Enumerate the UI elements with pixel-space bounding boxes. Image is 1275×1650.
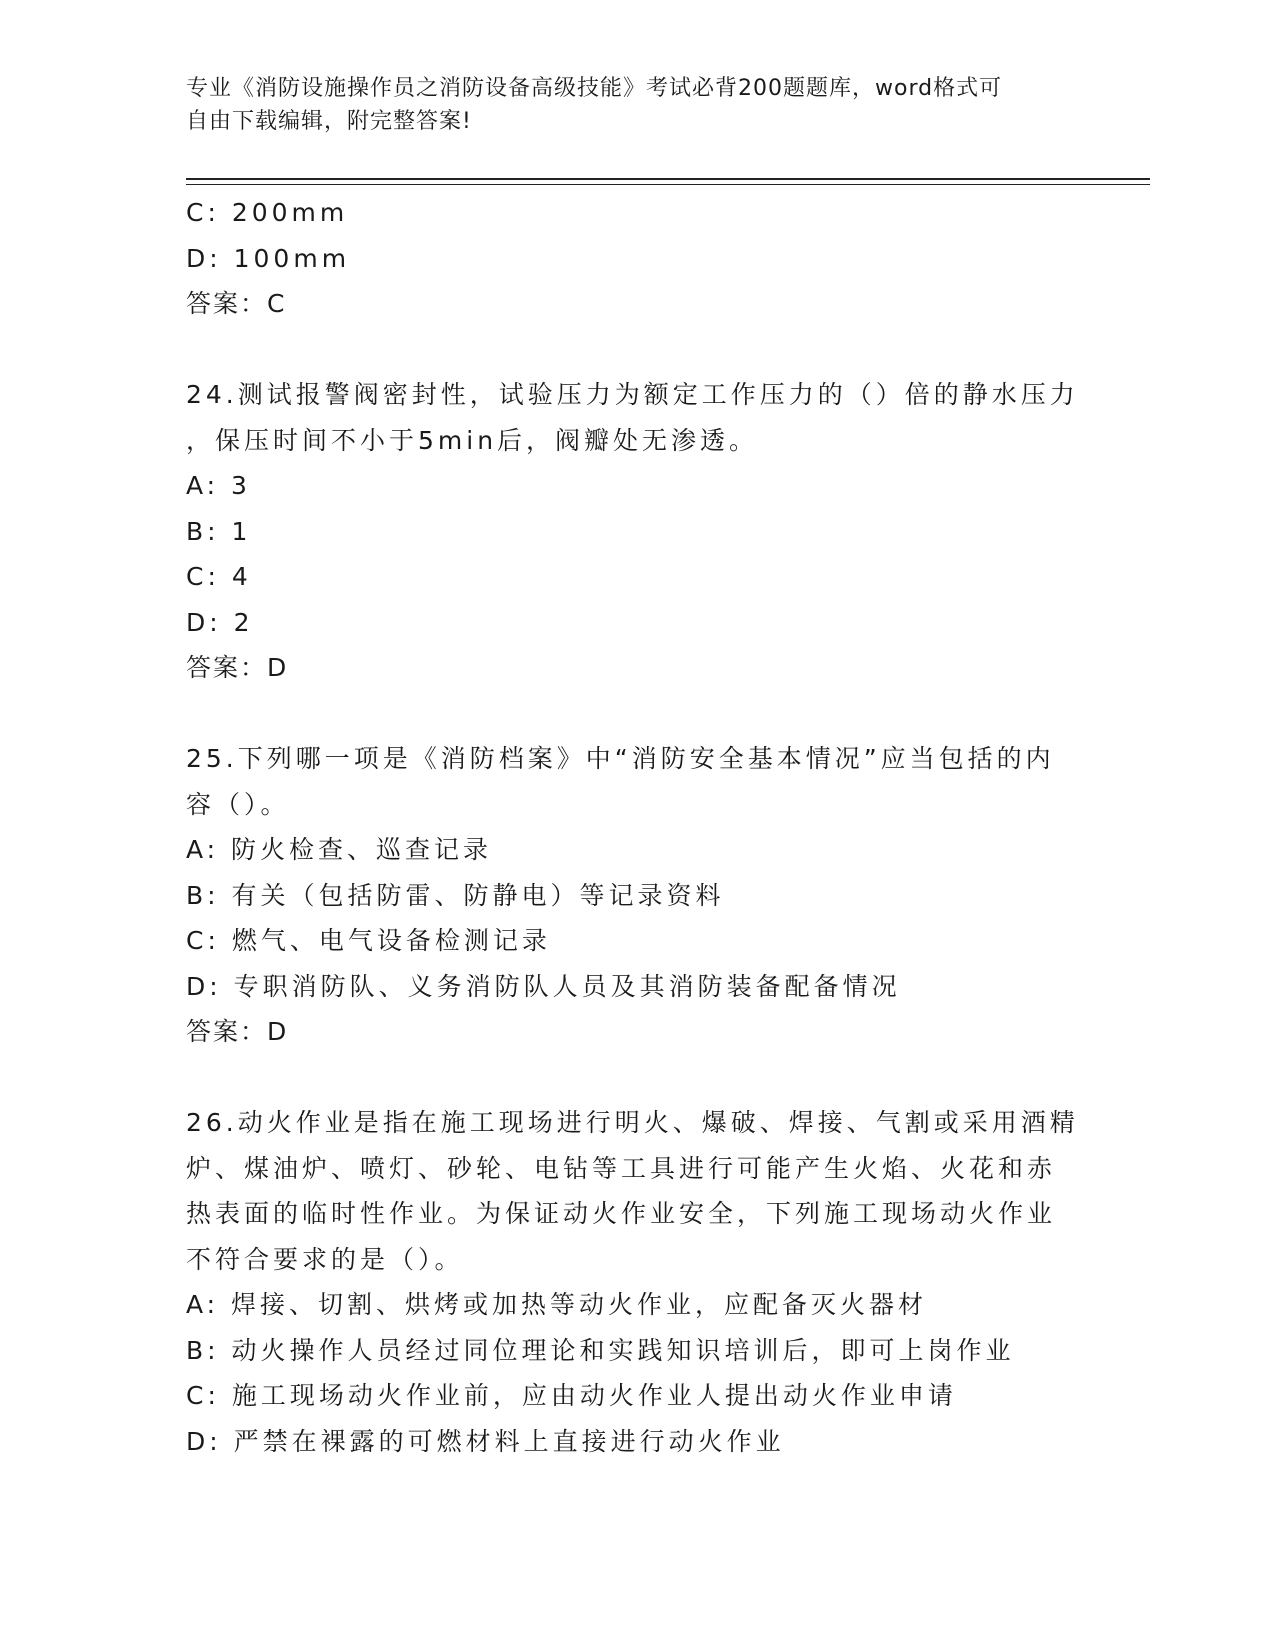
answer-line: 答案：C <box>186 289 287 318</box>
header-divider-thick <box>186 178 1150 180</box>
option-b: B: 有关（包括防雷、防静电）等记录资料 <box>186 880 725 910</box>
answer-line: 答案：D <box>186 1017 289 1046</box>
option-a: A: 焊接、切割、烘烤或加热等动火作业，应配备灭火器材 <box>186 1290 928 1319</box>
option-c: C: 施工现场动火作业前，应由动火作业人提出动火作业申请 <box>186 1381 957 1410</box>
header-divider-thin <box>186 184 1150 185</box>
question-content <box>186 190 1086 1464</box>
document-header <box>186 72 1076 138</box>
question-stem-line: 不符合要求的是（）。 <box>186 1244 464 1274</box>
header-line-2: 自由下载编辑，附完整答案! <box>186 109 472 134</box>
spacer <box>186 691 1086 737</box>
question-stem-line: 炉、煤油炉、喷灯、砂轮、电钻等工具进行可能产生火焰、火花和赤 <box>186 1153 1057 1183</box>
question-stem-line: 26.动火作业是指在施工现场进行明火、爆破、焊接、气割或采用酒精 <box>186 1108 1079 1137</box>
header-line-1: 专业《消防设施操作员之消防设备高级技能》考试必背200题题库，word格式可 <box>186 76 1003 101</box>
option-d: D: 专职消防队、义务消防队人员及其消防装备配备情况 <box>186 971 901 1001</box>
option-a: A: 防火检查、巡查记录 <box>186 835 493 864</box>
option-a: A: 3 <box>186 471 251 500</box>
question-stem-line: 24.测试报警阀密封性，试验压力为额定工作压力的（）倍的静水压力 <box>186 380 1079 409</box>
spacer <box>186 327 1086 373</box>
option-c: C: 200mm <box>186 198 349 227</box>
question-stem-line: 容（）。 <box>186 789 290 819</box>
question-continued <box>186 190 1086 327</box>
question-stem-line: ，保压时间不小于5min后，阀瓣处无渗透。 <box>186 425 759 455</box>
question-stem-line: 25.下列哪一项是《消防档案》中“消防安全基本情况”应当包括的内 <box>186 744 1055 773</box>
answer-line: 答案：D <box>186 653 289 682</box>
question-25 <box>186 736 1086 1055</box>
question-stem-line: 热表面的临时性作业。为保证动火作业安全，下列施工现场动火作业 <box>186 1199 1057 1228</box>
question-26 <box>186 1100 1086 1464</box>
question-24 <box>186 372 1086 691</box>
option-b: B: 1 <box>186 516 252 546</box>
spacer <box>186 1055 1086 1101</box>
option-d: D: 2 <box>186 607 254 637</box>
option-b: B: 动火操作人员经过同位理论和实践知识培训后，即可上岗作业 <box>186 1335 1015 1365</box>
option-d: D: 严禁在裸露的可燃材料上直接进行动火作业 <box>186 1426 785 1456</box>
option-c: C: 4 <box>186 562 252 591</box>
option-d: D: 100mm <box>186 243 351 273</box>
option-c: C: 燃气、电气设备检测记录 <box>186 926 551 955</box>
